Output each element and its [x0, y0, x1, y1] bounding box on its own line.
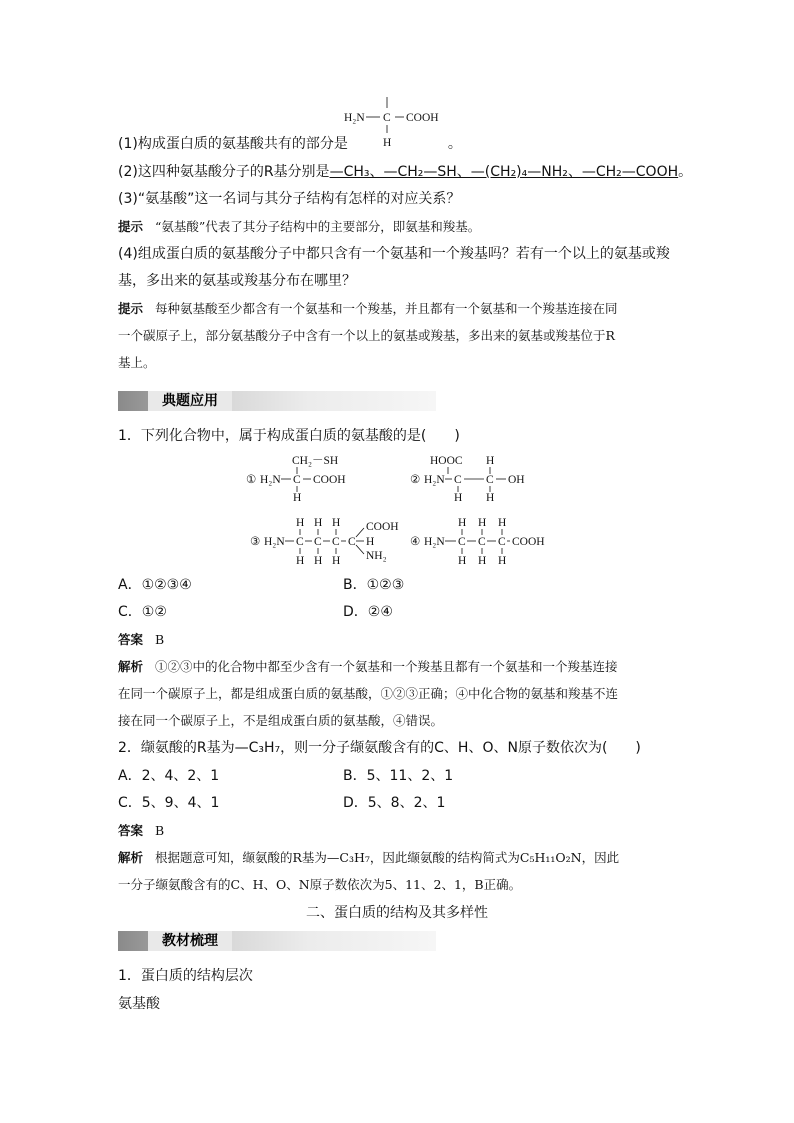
compound-2-right: OH [508, 474, 525, 486]
compound-4-number: ④ [410, 536, 421, 548]
q1-answer [118, 630, 164, 650]
q1-option-b[interactable]: B．①②③ [343, 577, 405, 593]
question-2-line [118, 162, 692, 182]
compound-4-h-bottom-2: H [478, 555, 487, 567]
q2-prefix: (2)这四种氨基酸分子的R基分别是 [118, 164, 330, 180]
q1-option-a[interactable]: A．①②③④ [118, 577, 192, 593]
compound-3-h-bottom-2: H [314, 555, 323, 567]
q1-answer-label: 答案 [118, 632, 144, 647]
compound-3-h-top-2: H [314, 517, 323, 529]
hint-2-text-1: 每种氨基酸至少都含有一个氨基和一个羧基，并且都有一个氨基和一个羧基连接在同 [155, 301, 618, 316]
compound-3-structure [248, 514, 408, 568]
structure-center: C [383, 112, 391, 124]
compound-1-center: C [293, 474, 301, 486]
compound-4-structure [408, 514, 558, 568]
compound-3-right-mid: H [366, 536, 375, 548]
question-4-line1: (4)组成蛋白质的氨基酸分子中都只含有一个氨基和一个羧基吗？若有一个以上的氨基或羧 [118, 246, 670, 262]
compound-1-right: COOH [313, 474, 346, 486]
compound-4-right: COOH [512, 536, 545, 548]
compound-4-h-top-2: H [478, 517, 487, 529]
q1-end: 。 [447, 136, 462, 152]
compound-3-h-bottom-3: H [332, 555, 341, 567]
compound-2-center-1: C [454, 474, 462, 486]
structure-bottom: H [383, 137, 392, 149]
compound-4-c-2: C [478, 536, 486, 548]
q1-option-d[interactable]: D．②④ [343, 604, 393, 620]
compound-4-h-top-1: H [458, 517, 467, 529]
q2-end: 。 [678, 164, 693, 180]
compound-4-c-1: C [458, 536, 466, 548]
hint-2-label: 提示 [118, 301, 144, 316]
q1-answer-value: B [155, 632, 165, 647]
compound-3-c-1: C [296, 536, 304, 548]
compound-1-bottom: H [293, 492, 302, 502]
section-title: 典题应用 [148, 391, 232, 411]
q1-text: (1)构成蛋白质的氨基酸共有的部分是 [118, 136, 348, 152]
q2-option-b[interactable]: B．5、11、2、1 [343, 768, 454, 784]
compound-3-left: H₂N [264, 536, 285, 548]
q2-option-d[interactable]: D．5、8、2、1 [343, 795, 446, 811]
compound-2-structure [408, 452, 548, 502]
question-2-stem: 2．缬氨酸的R基为—C₃H₇，则一分子缬氨酸含有的C、H、O、N原子数依次为( ) [118, 740, 641, 756]
question-4-line2: 基，多出来的氨基或羧基分布在哪里？ [118, 273, 356, 289]
compound-3-h-top-1: H [296, 517, 305, 529]
q1-analysis-line2: 在同一个碳原子上，都是组成蛋白质的氨基酸，①②③正确；④中化合物的氨基和羧基不连 [118, 686, 619, 701]
compound-3-c-4: C [348, 536, 356, 548]
compound-2-top-h: H [486, 455, 495, 467]
compound-1-number: ① [246, 474, 257, 486]
compound-4-left: H₂N [424, 536, 445, 548]
hint-1-text: “氨基酸”代表了其分子结构中的主要部分，即氨基和羧基。 [155, 219, 481, 234]
structure-right: COOH [406, 112, 439, 124]
compound-1-top: CH₂－SH [292, 455, 339, 467]
question-1-line [118, 134, 462, 154]
compound-3-right-top: COOH [366, 521, 399, 533]
hint-2-line1 [118, 299, 618, 319]
q1-analysis-line3: 接在同一个碳原子上，不是组成蛋白质的氨基酸，④错误。 [118, 713, 444, 728]
q1-analysis-line1 [118, 657, 618, 677]
hint-1 [118, 217, 480, 237]
compound-3-c-3: C [332, 536, 340, 548]
q2-analysis-line2: 一分子缬氨酸含有的C、H、O、N原子数依次为5、11、2、1，B正确。 [118, 877, 522, 892]
compound-2-bottom-2: H [486, 492, 495, 502]
section-2-title: 教材梳理 [148, 931, 232, 951]
question-1-stem: 1．下列化合物中，属于构成蛋白质的氨基酸的是( ) [118, 428, 460, 444]
compound-2-bottom: H [454, 492, 463, 502]
q2-option-c[interactable]: C．5、9、4、1 [118, 795, 220, 811]
compound-3-c-2: C [314, 536, 322, 548]
q1-analysis-label: 解析 [118, 659, 144, 674]
compound-3-h-bottom-1: H [296, 555, 305, 567]
q2-answer-value: B [155, 823, 165, 838]
compound-1-left: H₂N [260, 474, 281, 486]
compound-4-c-3: C [498, 536, 506, 548]
section-banner-textbook-review [118, 931, 436, 951]
q2-option-a[interactable]: A．2、4、2、1 [118, 768, 220, 784]
compound-2-number: ② [410, 474, 421, 486]
question-3-line: (3)“氨基酸”这一名词与其分子结构有怎样的对应关系？ [118, 191, 461, 207]
compound-3-right-bottom: NH₂ [366, 550, 387, 562]
compound-3-h-top-3: H [332, 517, 341, 529]
part-2-title: 二、蛋白质的结构及其多样性 [306, 905, 488, 921]
q2-answer-label: 答案 [118, 823, 144, 838]
compound-2-top: HOOC [430, 455, 463, 467]
structure-heading: 1．蛋白质的结构层次 [118, 968, 253, 984]
section-banner-typical-questions [118, 391, 436, 411]
compound-3-number: ③ [250, 536, 261, 548]
q2-r-groups: —CH₃、—CH₂—SH、—(CH₂)₄—NH₂、—CH₂—COOH [329, 164, 679, 180]
compound-4-h-top-3: H [498, 517, 507, 529]
q1-option-c[interactable]: C．①② [118, 604, 167, 620]
q1-analysis-text-1: ①②③中的化合物中都至少含有一个氨基和一个羧基且都有一个氨基和一个羧基连接 [155, 659, 618, 674]
hint-2-line3: 基上。 [118, 355, 156, 370]
compound-1-structure [244, 452, 374, 502]
compound-4-h-bottom-1: H [458, 555, 467, 567]
compound-2-left: H₂N [424, 474, 445, 486]
hint-2-line2: 一个碳原子上，部分氨基酸分子中含有一个以上的氨基或羧基，多出来的氨基或羧基位于R [118, 328, 615, 343]
q2-analysis-line1 [118, 848, 619, 868]
structure-item-amino-acid: 氨基酸 [118, 996, 160, 1012]
q2-analysis-text-1: 根据题意可知，缬氨酸的R基为—C₃H₇，因此缬氨酸的结构简式为C₅H₁₁O₂N，因此 [155, 850, 620, 865]
compound-2-center-2: C [486, 474, 494, 486]
compound-4-h-bottom-3: H [498, 555, 507, 567]
structure-left: H₂N [344, 112, 365, 124]
q2-answer [118, 821, 164, 841]
q2-analysis-label: 解析 [118, 850, 144, 865]
hint-1-label: 提示 [118, 219, 144, 234]
